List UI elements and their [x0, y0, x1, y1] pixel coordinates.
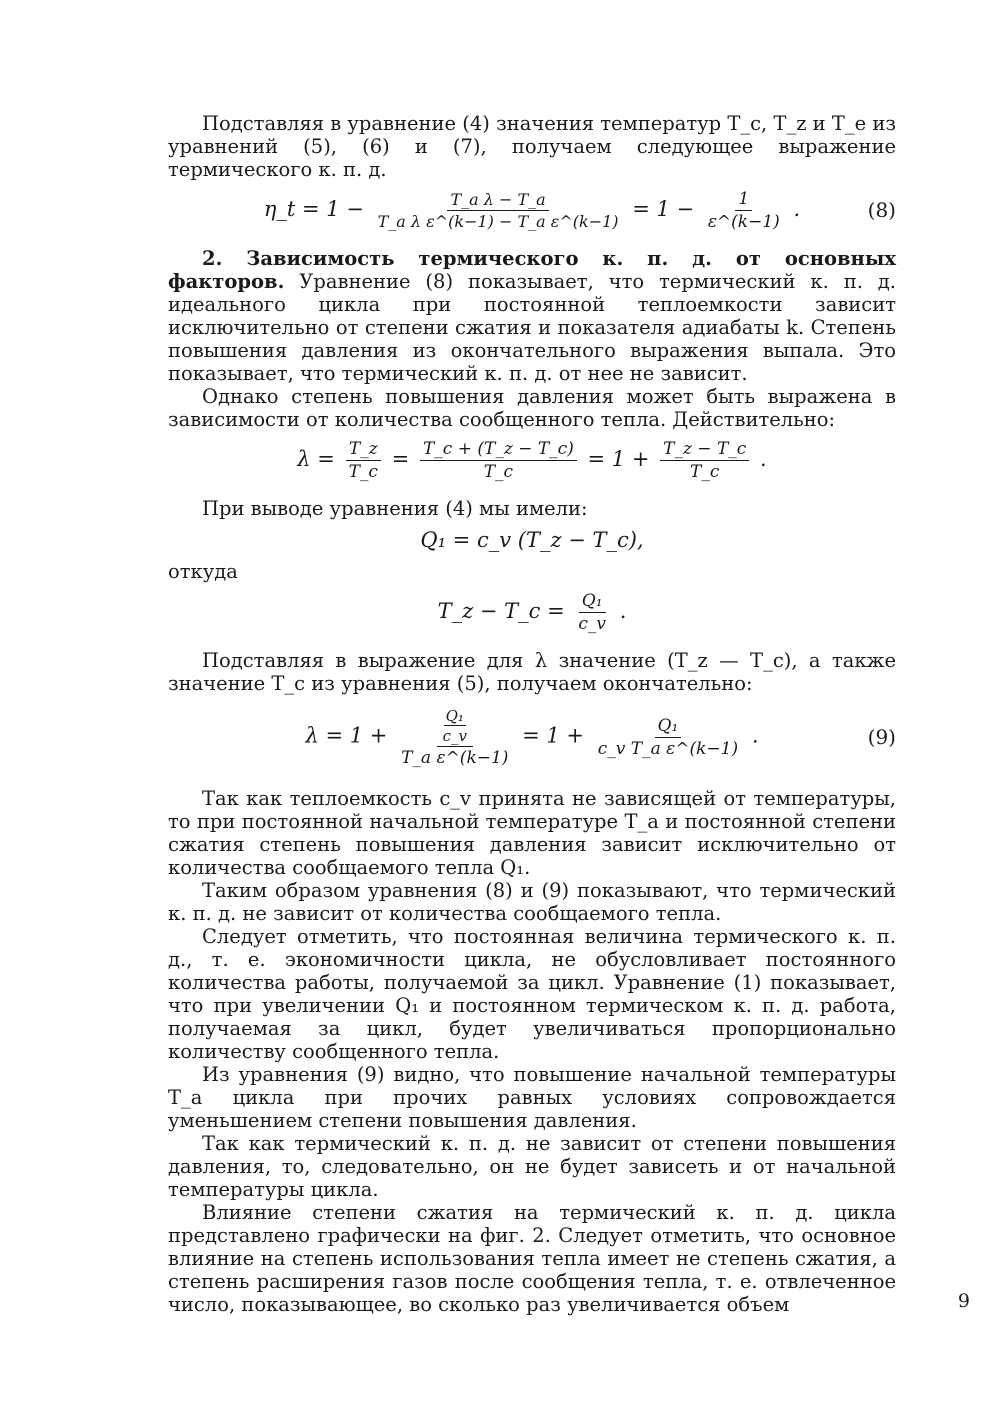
eq-diff-num: Q₁	[579, 591, 606, 613]
page-number: 9	[957, 1290, 970, 1312]
equation-8: η_t = 1 − $\frac{\text{T\_a λ − T\_a}}{\text{T\_a λ ε\textasciicircum{}(k−1) − T\_a ε\textasciicircum{}(k−1)}}$ = 1 − $\frac{1}{\varepsilon\^{}(k-1)}$ . (8)	[263, 188, 896, 232]
paragraph-3: Однако степень повышения давления может быть выражена в зависимости от количества сообщенного тепла. Действительно:	[168, 385, 896, 431]
paragraph-1: Подставляя в уравнение (4) значения температур T_c, T_z и T_e из уравнений (5), (6) и (7), получаем следующее выражение термического к. п. д.	[168, 112, 896, 181]
eq-lambda-f1-den: T_c	[348, 461, 378, 482]
eq-lambda-f3-den: T_c	[690, 461, 720, 482]
eq9-den-2: c_v T_a ε^(k−1)	[597, 738, 739, 759]
eq-lambda-end: .	[760, 446, 767, 471]
eq8-lhs: η_t = 1 −	[263, 196, 364, 221]
eq-diff-fraction	[575, 591, 609, 634]
eq-diff-lhs: T_z − T_c =	[437, 598, 565, 623]
eq8-mid: = 1 −	[632, 196, 695, 221]
eq9-fraction	[398, 706, 511, 768]
eq9-denominator: T_a ε^(k−1)	[401, 748, 509, 768]
eq-lambda-fraction-3	[660, 439, 749, 482]
eq-lambda-fraction-1	[346, 439, 381, 482]
eq8-denominator-2: ε^(k−1)	[707, 211, 780, 232]
eq-lambda-equals: =	[391, 446, 410, 471]
paragraph-11: Так как термический к. п. д. не зависит от степени повышения давления, то, следовательно, он не будет зависеть и от начальной температуры цикла.	[168, 1132, 896, 1201]
paragraph-8: Таким образом уравнения (8) и (9) показывают, что термический к. п. д. не зависит от количества сообщаемого тепла.	[168, 879, 896, 925]
equation-9	[168, 695, 896, 779]
eq-lambda-f2-num: T_c + (T_z − T_c)	[420, 439, 577, 461]
paragraph-6: Подставляя в выражение для λ значение (T_z — T_c), а также значение T_c из уравнения (5), получаем окончательно:	[168, 649, 896, 695]
eq-diff-end: .	[619, 598, 627, 623]
paragraph-9: Следует отметить, что постоянная величина термического к. п. д., т. е. экономичности цикла, не обусловливает постоянного количества работы, получаемой за цикл. Уравнение (1) показывает, что при увеличении Q₁ и постоянном термическом к. п. д. работа, получаемая за цикл, будет увеличиваться пропорционально количеству сообщенного тепла.	[168, 925, 896, 1063]
eq-lambda-mid: = 1 +	[587, 446, 650, 471]
paragraph-10: Из уравнения (9) видно, что повышение начальной температуры T_a цикла при прочих равных условиях сопровождается уменьшением степени повышения давления.	[168, 1063, 896, 1132]
eq-lambda-fraction-2	[420, 439, 577, 482]
eq-q1-text: Q₁ = c_v (T_z − T_c),	[420, 528, 644, 552]
paragraph-2	[168, 247, 896, 385]
eq-diff-den: c_v	[578, 613, 606, 634]
eq-lambda-f1-num: T_z	[346, 439, 381, 461]
eq9-num-2: Q₁	[655, 716, 682, 738]
equation-number-9: (9)	[867, 725, 896, 749]
section-heading: 2. Зависимость термического к. п. д. от основных факторов.	[168, 247, 896, 293]
eq9-inner-fraction	[440, 707, 470, 745]
eq9-mid: = 1 +	[522, 723, 585, 748]
eq8-numerator-2: 1	[735, 189, 752, 211]
paragraph-7: Так как теплоемкость c_v принята не зависящей от температуры, то при постоянной начальной температуре T_a и постоянной степени сжатия степень повышения давления зависит исключительно от количества сообщаемого тепла Q₁.	[168, 787, 896, 879]
eq9-fraction-2	[595, 716, 741, 759]
eq-lambda-lhs: λ =	[297, 446, 335, 471]
eq9-inner-num: Q₁	[445, 707, 464, 725]
eq9-end: .	[751, 723, 759, 748]
paragraph-5: откуда	[168, 560, 238, 583]
equation-number-8: (8)	[867, 198, 896, 222]
paragraph-12: Влияние степени сжатия на термический к. п. д. цикла представлено графически на фиг. 2. Следует отметить, что основное влияние на степень использования тепла имеет не степень сжатия, а степень расширения газов после сообщения тепла, т. е. отвлеченное число, показывающее, во сколько раз увеличивается объем	[168, 1201, 896, 1316]
eq9-inner-den: c_v	[442, 727, 467, 745]
eq8-fraction	[375, 190, 622, 231]
eq-lambda-f3-num: T_z − T_c	[660, 439, 749, 461]
eq8-denominator: T_a λ ε^(k−1) − T_a ε^(k−1)	[377, 211, 619, 231]
eq8-numerator: T_a λ − T_a	[447, 190, 548, 211]
equation-diff	[168, 583, 896, 641]
eq8-fraction-2	[705, 189, 783, 232]
paragraph-4: При выводе уравнения (4) мы имели:	[202, 497, 588, 520]
equation-lambda	[168, 431, 896, 489]
page-body	[168, 112, 896, 1316]
eq9-numerator	[437, 706, 473, 747]
paragraph-2-body: Уравнение (8) показывает, что термический к. п. д. идеального цикла при постоянной теплоемкости зависит исключительно от степени сжатия и показателя адиабаты k. Степень повышения давления из окончательного выражения выпала. Это показывает, что термический к. п. д. от нее не зависит.	[168, 270, 897, 385]
eq-lambda-f2-den: T_c	[483, 461, 514, 482]
eq9-lhs: λ = 1 +	[305, 723, 388, 748]
equation-q1	[168, 520, 896, 560]
